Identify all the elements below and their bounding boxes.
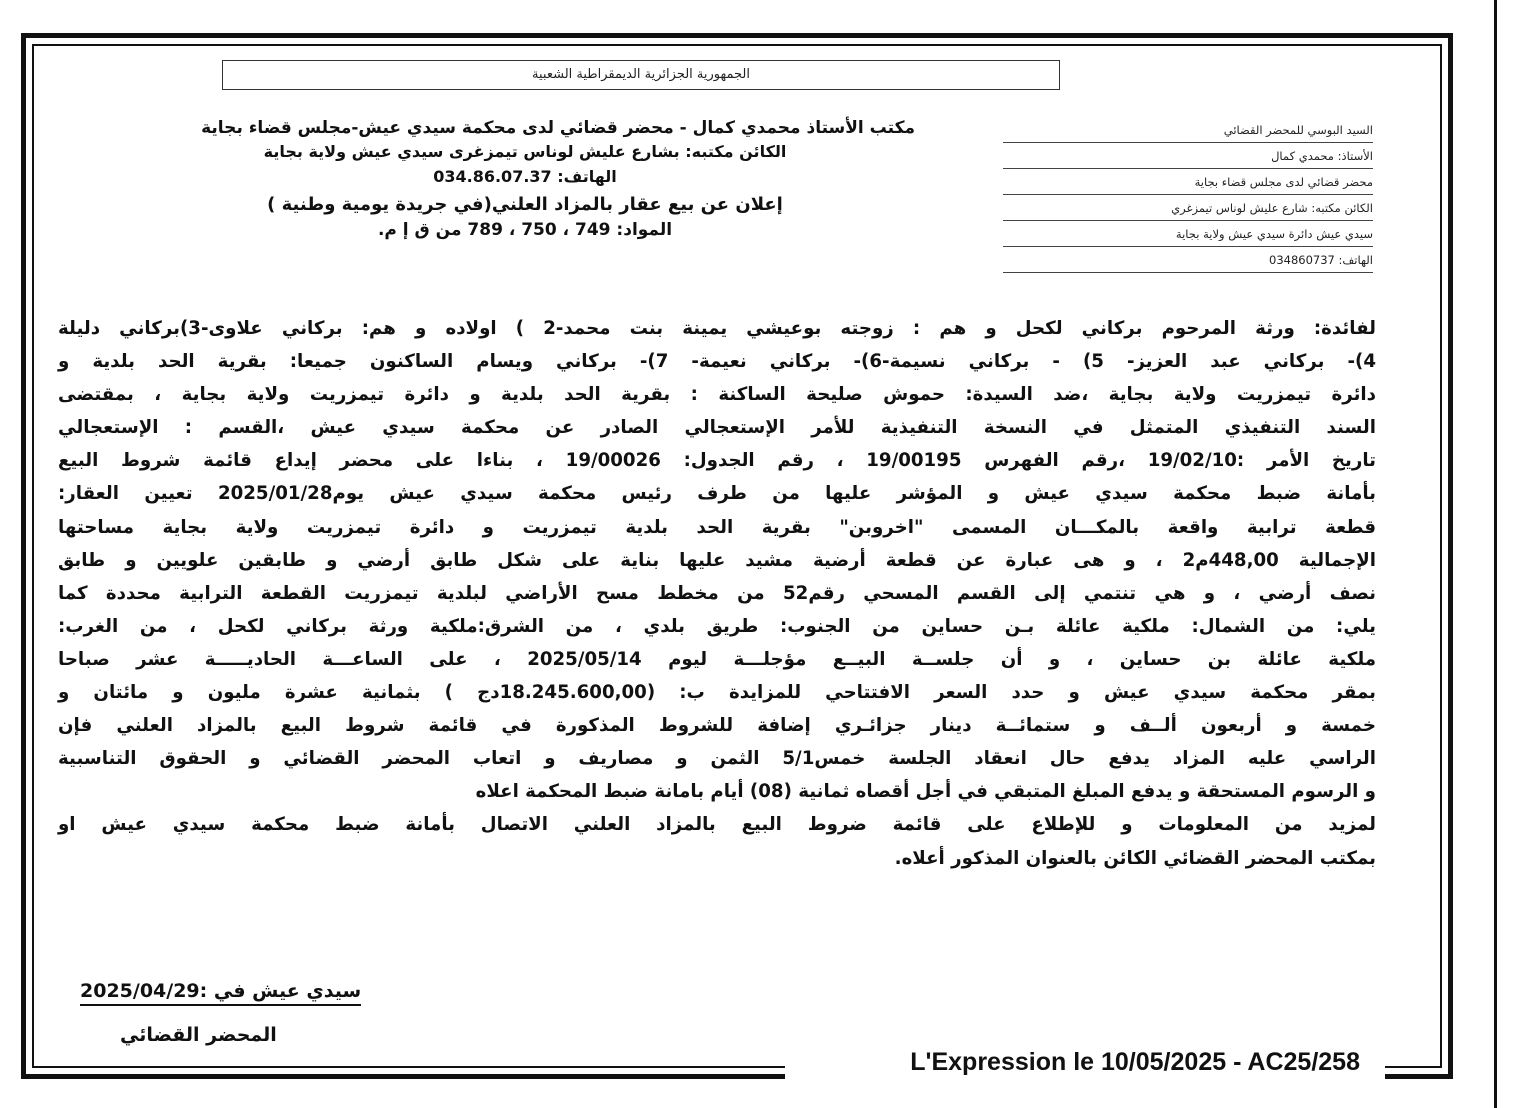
body-line: قطعة ترابية واقعة بالمكـــان المسمى "اخروبن" بقرية الحد بلدية تيمزريت و دائرة تيمزريت ولاية بجاية مساحتها <box>58 516 1376 538</box>
body-line: لفائدة: ورثة المرحوم بركاني لكحل و هم : زوجته بوعيشي يمينة بنت محمد-2 ) اولاده و هم: بركاني علاوى-3)بركاني دليلة <box>58 318 1376 339</box>
body-line: و الرسوم المستحقة و يدفع المبلغ المتبقي في أجل أقصاه ثمانية (08) أيام بامانة ضبط المحكمة اعلاه <box>475 781 1376 803</box>
publication-reference: L'Expression le 10/05/2025 - AC25/258 <box>910 1048 1360 1076</box>
signature-title: المحضر القضائي <box>120 1024 277 1046</box>
stamp-line: محضر قضائي لدى مجلس قضاء بجاية <box>1003 172 1373 195</box>
stamp-line: سيدي عيش دائرة سيدي عيش ولاية بجاية <box>1003 224 1373 247</box>
office-header <box>135 118 915 240</box>
announcement-body <box>58 312 1376 875</box>
body-line: بأمانة ضبط محكمة سيدي عيش و المؤشر عليها من طرف رئيس محكمة سيدي عيش يوم2025/01/28 تعيين العقار: <box>58 483 1376 505</box>
announcement-title: إعلان عن بيع عقار بالمزاد العلني(في جريدة يومية وطنية ) <box>267 194 783 215</box>
republic-header: الجمهورية الجزائرية الديمقراطية الشعبية <box>222 60 1060 90</box>
body-line: لمزيد من المعلومات و للإطلاع على قائمة ضروط البيع بالمزاد العلني الاتصال بأمانة ضبط محكمة سيدي عيش او <box>58 814 1376 836</box>
body-line: ملكية عائلة بن حساين ، و أن جلســة البيــع مؤجلـــة ليوم 2025/05/14 ، على الساعـــة الحاديـــــة عشر صباحا <box>58 648 1377 670</box>
body-line: خمسة و أربعون ألــف و ستمائــة دينار جزائـري إضافة للشروط المذكورة في قائمة شروط البيع بالمزاد العلني فإن <box>58 715 1376 737</box>
body-line: السند التنفيذي المتمثل في النسخة التنفيذية للأمر الإستعجالي الصادر عن محكمة سيدي عيش ،القسم : الإستعجالي <box>58 417 1376 439</box>
body-line: الراسي عليه المزاد يدفع حال انعقاد الجلسة خمس5/1 الثمن و مصاريف و اتعاب المحضر القضائي و الحقوق التناسبية <box>58 748 1376 770</box>
stamp-line: الكائن مكتبه: شارع عليش لوناس تيمزغري <box>1003 198 1373 221</box>
stamp-line: الهاتف: 034860737 <box>1003 250 1373 273</box>
body-line: بمكتب المحضر القضائي الكائن بالعنوان المذكور أعلاه. <box>894 847 1376 869</box>
page-edge-rule <box>1494 0 1497 1108</box>
signature-date: سيدي عيش في :2025/04/29 <box>80 980 361 1006</box>
office-line: مكتب الأستاذ محمدي كمال - محضر قضائي لدى محكمة سيدي عيش-مجلس قضاء بجاية <box>201 118 915 138</box>
bailiff-stamp <box>1003 120 1373 276</box>
stamp-line: السيد البوسي للمحضر القضائي <box>1003 120 1373 143</box>
body-line: نصف أرضي ، و هي تنتمي إلى القسم المسحي رقم52 من مخطط مسح الأراضي لبلدية تيمزريت القطعة الترابية محددة كما <box>58 582 1377 604</box>
body-line: بمقر محكمة سيدي عيش و حدد السعر الافتتاحي للمزايدة ب: (18.245.600,00دج ) بثمانية عشرة مليون و مائتان و <box>58 682 1376 704</box>
stamp-line: الأستاذ: محمدي كمال <box>1003 146 1373 169</box>
body-line: يلي: من الشمال: ملكية عائلة بـن حساين من الجنوب: طريق بلدي ، من الشرق:ملكية ورثة بركاني لكحل ، من الغرب: <box>58 615 1376 637</box>
body-line: دائرة تيمزريت ولاية بجاية ،ضد السيدة: حموش صليحة الساكنة : بقرية الحد بلدية و دائرة تيمزريت ولاية بجاية ، بمقتضى <box>58 384 1376 406</box>
address-line: الكائن مكتبه: بشارع عليش لوناس تيمزغرى سيدي عيش ولاية بجاية <box>263 142 787 161</box>
phone-line: الهاتف: 034.86.07.37 <box>433 167 617 186</box>
body-line: الإجمالية 448,00م2 ، و هى عبارة عن قطعة أرضية مشيد عليها بناية على شكل طابق أرضي و طابقين علويين و طابق <box>58 549 1376 571</box>
articles-line: المواد: 749 ، 750 ، 789 من ق إ م. <box>377 220 673 240</box>
body-line: 4)- بركاني عبد العزيز- 5) - بركاني نسيمة-6)- بركاني نعيمة- 7)- بركاني ويسام الساكنون جميعا: بقرية الحد بلدية و <box>58 351 1376 373</box>
body-line: تاريخ الأمر :19/02/10 ،رقم الفهرس 19/00195 ، رقم الجدول: 19/00026 ، بناءا على محضر إيداع قائمة شروط البيع <box>58 450 1376 472</box>
